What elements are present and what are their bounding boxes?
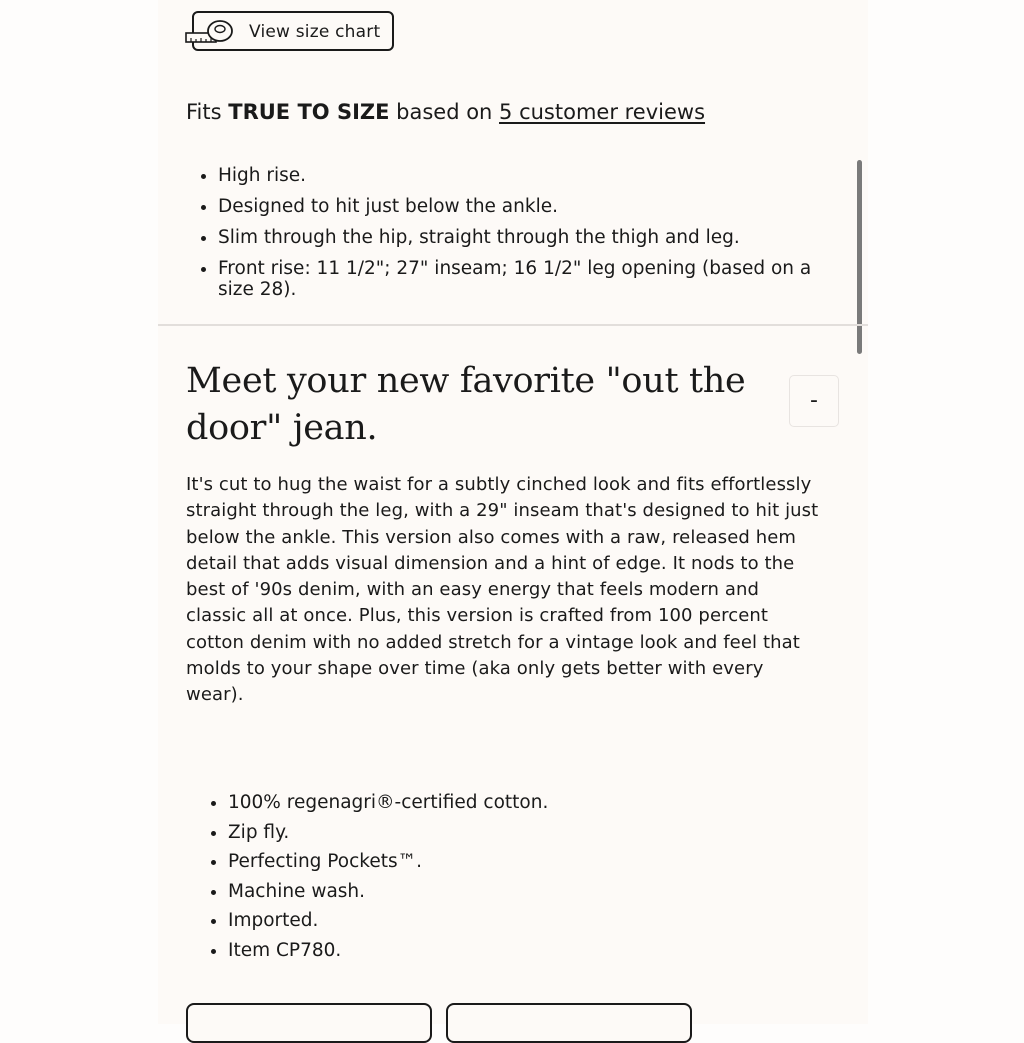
fit-summary: [186, 100, 705, 124]
list-item: • Designed to hit just below the ankle.: [218, 191, 838, 222]
bottom-action-button-left[interactable]: [186, 1003, 432, 1043]
bottom-action-button-right[interactable]: [446, 1003, 692, 1043]
section-divider: [158, 324, 868, 326]
product-description: It's cut to hug the waist for a subtly cinched look and fits effortlessly straight through the leg, with a 29" inseam that's designed to hit just below the ankle. This version also comes with a raw, released hem detail that adds visual dimension and a hint of edge. It nods to the best of '90s denim, with an easy energy that feels modern and classic all at once. Plus, this version is crafted from 100 percent cotton denim with no added stretch for a vintage look and feel that molds to your shape over time (aka only gets better with every wear).: [186, 474, 819, 706]
list-item: • Item CP780.: [228, 936, 548, 966]
measuring-tape-icon: [184, 18, 236, 48]
fit-middle: based on: [389, 100, 500, 124]
list-item: • Imported.: [228, 906, 548, 936]
fit-details-list: [198, 160, 838, 300]
customer-reviews-link[interactable]: 5 customer reviews: [499, 100, 706, 124]
product-details-list: [208, 788, 548, 966]
collapse-section-button[interactable]: -: [789, 375, 839, 427]
list-item: • 100% regenagri®-certified cotton.: [228, 788, 548, 818]
list-item: • Machine wash.: [228, 877, 548, 907]
view-size-chart-label: View size chart: [249, 22, 381, 42]
list-item: • Perfecting Pockets™.: [228, 847, 548, 877]
list-item: • Front rise: 11 1/2"; 27" inseam; 16 1/2" leg opening (based on a size 28).: [218, 253, 838, 300]
fit-emphasis: TRUE TO SIZE: [228, 100, 390, 124]
list-item: • High rise.: [218, 160, 838, 191]
list-item: • Slim through the hip, straight through the thigh and leg.: [218, 222, 838, 253]
section-heading: Meet your new favorite "out the door" jean.: [186, 361, 746, 448]
list-item: • Zip fly.: [228, 818, 548, 848]
fit-prefix: Fits: [186, 100, 229, 124]
